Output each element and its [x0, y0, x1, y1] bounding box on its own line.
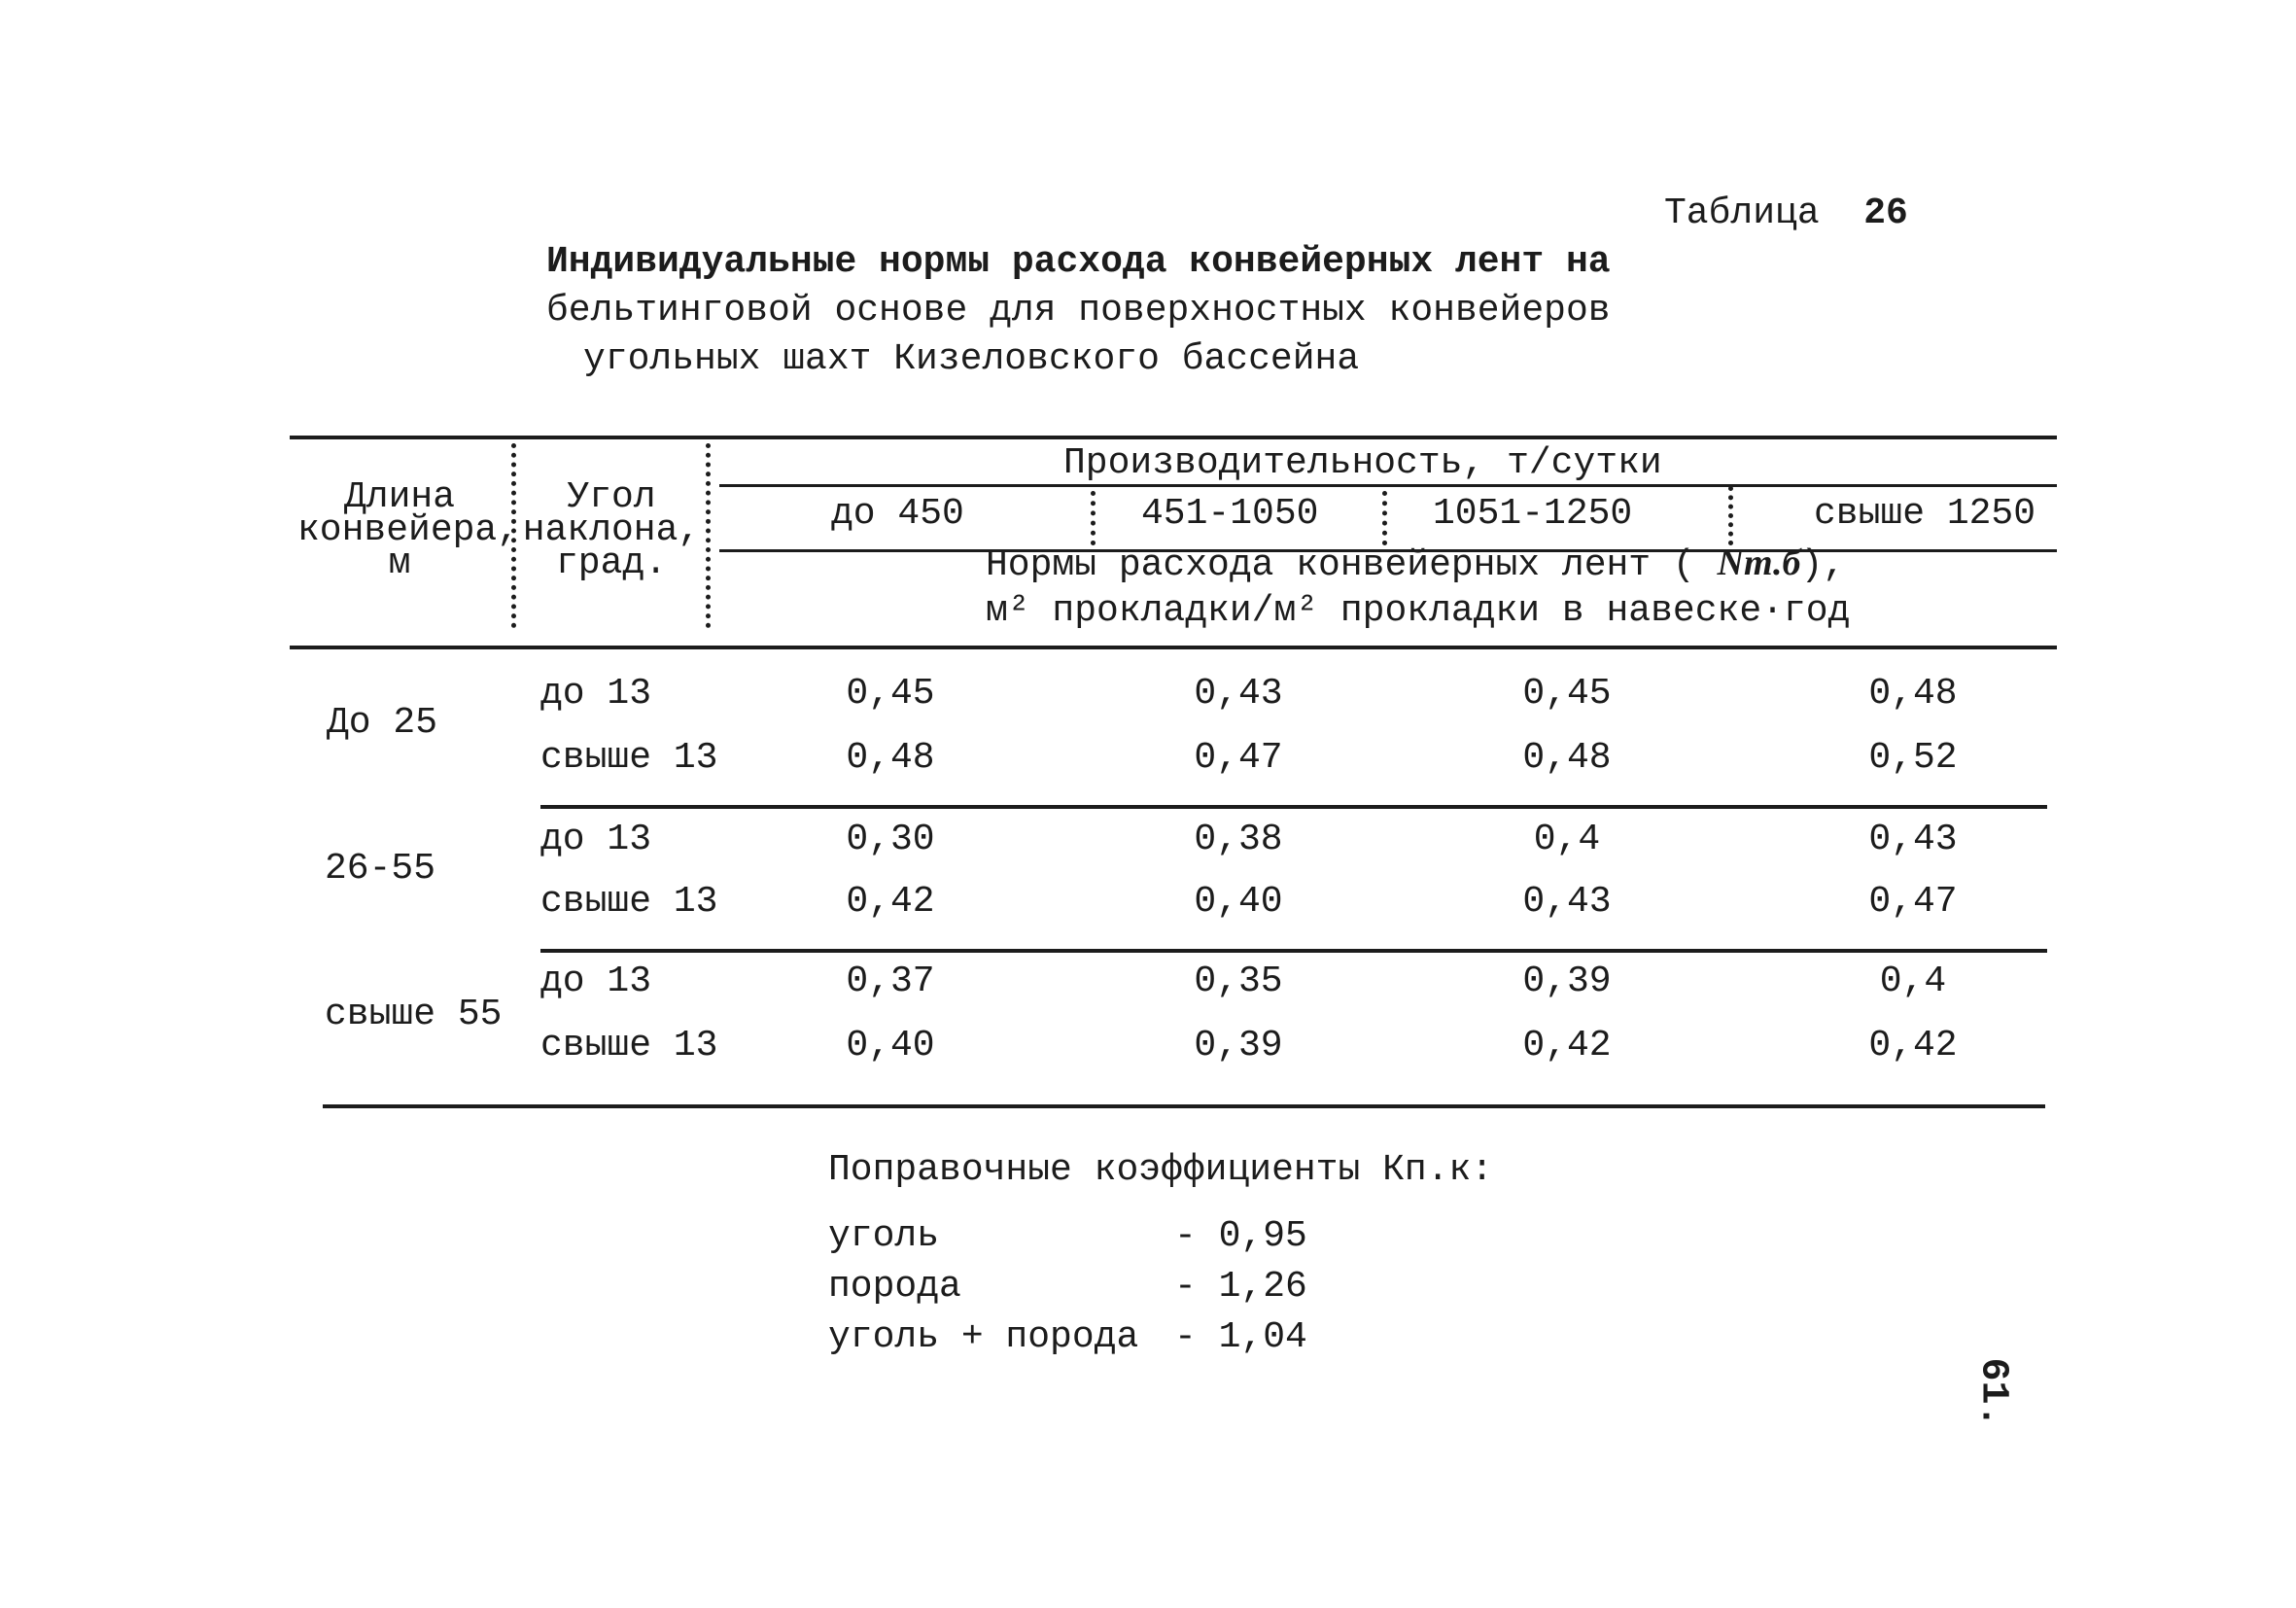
productivity-header: Производительность, т/сутки [1063, 442, 1662, 484]
table-cell: 0,43 [1522, 881, 1612, 923]
range-separator-2 [1382, 491, 1387, 545]
coefficient-label: порода [828, 1266, 961, 1308]
angle-header: Угол наклона, град. [522, 476, 701, 584]
coefficient-value: - 1,04 [1174, 1316, 1307, 1358]
range-header-1: до 450 [831, 493, 964, 535]
coefficient-value: - 0,95 [1174, 1215, 1307, 1257]
coefficient-label: уголь [828, 1215, 940, 1257]
range-header-3: 1051-1250 [1433, 493, 1633, 535]
table-number: 26 [1863, 192, 1908, 234]
table-top-rule [290, 436, 2057, 439]
length-header: Длина конвейера, м [297, 476, 520, 584]
row-angle: свыше 13 [540, 737, 718, 779]
coefficients-title: Поправочные коэффициенты Кп.к: [828, 1149, 1494, 1191]
table-cell: 0,45 [1522, 673, 1612, 715]
table-cell: 0,52 [1868, 737, 1958, 779]
coefficient-value: - 1,26 [1174, 1266, 1307, 1308]
table-cell: 0,43 [1194, 673, 1283, 715]
table-cell: 0,40 [846, 1025, 935, 1066]
table-cell: 0,37 [846, 961, 935, 1002]
table-cell: 0,48 [1522, 737, 1612, 779]
table-cell: 0,30 [846, 819, 935, 860]
group-length-3: свыше 55 [325, 994, 503, 1035]
table-cell: 0,48 [846, 737, 935, 779]
range-header-4: свыше 1250 [1814, 493, 2036, 535]
header-bottom-rule [290, 646, 2057, 649]
table-cell: 0,47 [1868, 881, 1958, 923]
row-angle: до 13 [540, 961, 652, 1002]
title-line-2: бельтинговой основе для поверхностных конвейеров [546, 290, 1611, 332]
table-cell: 0,35 [1194, 961, 1283, 1002]
productivity-rule [719, 484, 2057, 487]
group-rule-1 [540, 805, 2047, 809]
group-rule-2 [540, 949, 2047, 953]
table-cell: 0,45 [846, 673, 935, 715]
table-cell: 0,4 [1879, 961, 1947, 1002]
table-label: Таблица 26 [1664, 192, 1908, 234]
row-angle: до 13 [540, 673, 652, 715]
row-angle: свыше 13 [540, 1025, 718, 1066]
table-cell: 0,38 [1194, 819, 1283, 860]
table-cell: 0,42 [846, 881, 935, 923]
coefficient-label: уголь + порода [828, 1316, 1139, 1358]
row-angle: до 13 [540, 819, 652, 860]
table-cell: 0,48 [1868, 673, 1958, 715]
table-cell: 0,42 [1522, 1025, 1612, 1066]
title-line-3: угольных шахт Кизеловского бассейна [583, 338, 1360, 380]
norms-symbol: Nт.б [1717, 542, 1801, 583]
table-cell: 0,42 [1868, 1025, 1958, 1066]
table-cell: 0,47 [1194, 737, 1283, 779]
range-header-2: 451-1050 [1141, 493, 1319, 535]
row-angle: свыше 13 [540, 881, 718, 923]
title-line-1: Индивидуальные нормы расхода конвейерных лент на [546, 241, 1611, 283]
group-length-2: 26-55 [325, 848, 436, 890]
range-separator-1 [1091, 491, 1096, 545]
range-separator-3 [1728, 486, 1733, 545]
page-number: 61. [1970, 1357, 2015, 1428]
norms-header-line-1: Нормы расхода конвейерных лент ( Nт.б), [986, 542, 1846, 586]
table-cell: 0,39 [1522, 961, 1612, 1002]
table-cell: 0,39 [1194, 1025, 1283, 1066]
table-cell: 0,40 [1194, 881, 1283, 923]
table-cell: 0,4 [1533, 819, 1601, 860]
norms-header-line-2: м² прокладки/м² прокладки в навеске·год [986, 590, 1851, 632]
group-length-1: До 25 [327, 702, 438, 744]
col-separator-2 [706, 443, 711, 628]
table-bottom-rule [323, 1104, 2045, 1108]
table-cell: 0,43 [1868, 819, 1958, 860]
